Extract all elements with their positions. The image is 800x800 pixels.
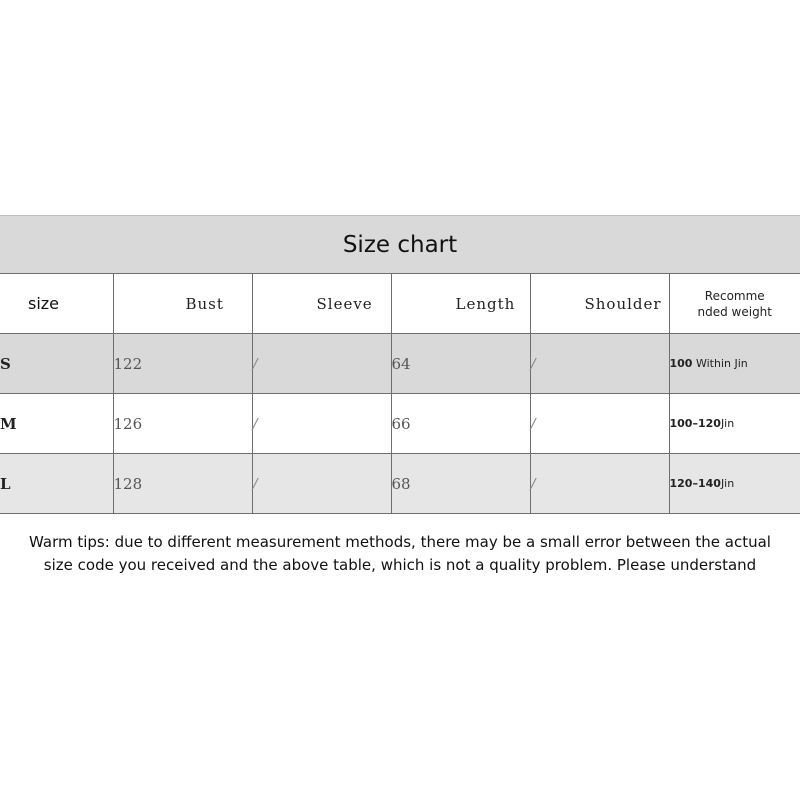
size-label: S — [0, 334, 113, 394]
table-row — [0, 334, 800, 394]
bust-value: 126 — [113, 394, 252, 454]
shoulder-value: / — [530, 394, 669, 454]
weight-value — [669, 454, 800, 514]
header-weight-line1: Recomme — [704, 288, 765, 303]
table-header-row — [0, 274, 800, 334]
warm-tips-note — [0, 531, 800, 577]
shoulder-value: / — [530, 454, 669, 514]
header-shoulder: Shoulder — [530, 274, 669, 334]
weight-unit: Within Jin — [695, 357, 748, 370]
weight-number: 100 — [669, 357, 693, 370]
weight-unit: Jin — [720, 417, 735, 430]
weight-number: 120–140 — [669, 477, 721, 490]
weight-unit: Jin — [720, 477, 735, 490]
sleeve-value: / — [252, 394, 391, 454]
length-value: 66 — [391, 394, 530, 454]
size-label: L — [0, 454, 113, 514]
sleeve-value: / — [252, 334, 391, 394]
weight-number: 100–120 — [669, 417, 721, 430]
size-table — [0, 273, 800, 514]
header-bust: Bust — [113, 274, 252, 334]
table-row — [0, 394, 800, 454]
header-size: size — [0, 274, 113, 334]
tips-line1: Warm tips: due to different measurement methods, there may be a small error between the actual — [29, 533, 771, 551]
header-length: Length — [391, 274, 530, 334]
header-weight-line2: nded weight — [697, 304, 772, 319]
header-sleeve: Sleeve — [252, 274, 391, 334]
size-label: M — [0, 394, 113, 454]
bust-value: 122 — [113, 334, 252, 394]
size-chart-title: Size chart — [0, 215, 800, 273]
header-recommended-weight — [669, 274, 800, 334]
length-value: 68 — [391, 454, 530, 514]
sleeve-value: / — [252, 454, 391, 514]
weight-value — [669, 334, 800, 394]
tips-line2: size code you received and the above table, which is not a quality problem. Please understand — [43, 556, 757, 574]
length-value: 64 — [391, 334, 530, 394]
table-row — [0, 454, 800, 514]
size-chart — [0, 215, 800, 514]
weight-value — [669, 394, 800, 454]
bust-value: 128 — [113, 454, 252, 514]
shoulder-value: / — [530, 334, 669, 394]
